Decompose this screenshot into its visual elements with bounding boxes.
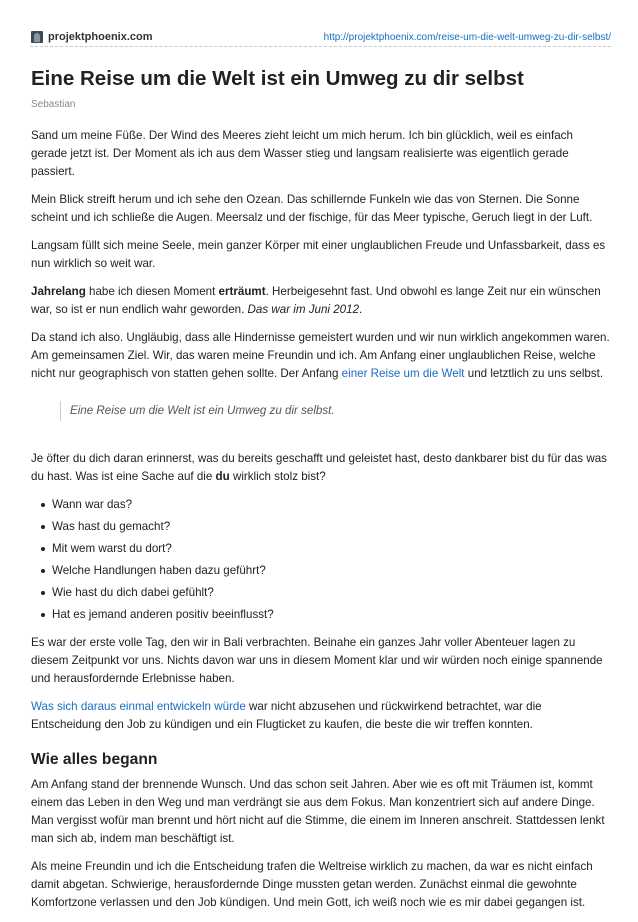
text-segment: . Herbeigesehnt fast. Und obwohl es lange Zeit nur ein wünschen war, so ist er nun endlich wahr geworden. xyxy=(31,285,601,316)
list-item: Mit wem warst du dort? xyxy=(52,540,611,558)
question-list xyxy=(31,496,611,624)
text-segment: . xyxy=(359,303,363,316)
paragraph-4 xyxy=(31,283,611,319)
header-divider xyxy=(30,46,611,47)
list-item: Welche Handlungen haben dazu geführt? xyxy=(52,562,611,580)
section-heading: Wie alles begann xyxy=(31,751,158,768)
paragraph-1: Sand um meine Füße. Der Wind des Meeres zieht leicht um mich herum. Ich bin glücklich, weil es einfach gerade jetzt ist. Der Moment als ich aus dem Wasser stieg und langsam realisierte was eigentlich gerade passiert. xyxy=(31,129,573,178)
reise-um-die-welt-link[interactable]: einer Reise um die Welt xyxy=(341,367,465,380)
site-brand[interactable] xyxy=(31,31,153,43)
text-segment: war nicht abzusehen und rückwirkend betrachtet, war die Entscheidung den Job zu kündigen und ein Flugticket zu kaufen, die beste die wir treffen konnten. xyxy=(31,700,542,731)
emphasis-du: du xyxy=(215,470,230,483)
article xyxy=(31,66,611,922)
text-segment: habe ich diesen Moment xyxy=(85,285,219,298)
paragraph-10: Als meine Freundin und ich die Entscheidung trafen die Weltreise wirklich zu machen, da war es nicht einfach damit abgetan. Schwierige, herausfordernde Dinge mussten getan werden. Zunächst einmal die gewohnte Komfortzone verlassen und den Job kündigen. Und mein Gott, ich weiß noch wie es mir dabei gegangen ist. xyxy=(31,860,593,909)
text-segment: wirklich stolz bist? xyxy=(229,470,326,483)
paragraph-5 xyxy=(31,329,611,383)
paragraph-9: Am Anfang stand der brennende Wunsch. Und das schon seit Jahren. Aber wie es oft mit Träumen ist, kommt einem das Leben in den Weg und man verdrängt sie aus dem Fokus. Man konzentriert sich auf andere Dinge. Man vergisst wofür man brennt und hört nicht auf die Stimme, die einem im Inneren anschreit. Stattdessen lenkt man sich ab, indem man beschäftigt ist. xyxy=(31,778,605,845)
paragraph-2: Mein Blick streift herum und ich sehe den Ozean. Das schillernde Funkeln wie das von Sternen. Die Sonne scheint und ich schließe die Augen. Meersalz und der fischige, für das Meer typische, Geruch liegt in der Luft. xyxy=(31,193,593,224)
paragraph-8 xyxy=(31,698,611,734)
paragraph-7: Es war der erste volle Tag, den wir in Bali verbrachten. Beinahe ein ganzes Jahr voller Abenteuer lagen zu diesem Zeitpunkt vor uns. Nichts davon war uns in diesem Moment klar und wir würden noch einige spannende und herausfordernde Erlebnisse haben. xyxy=(31,636,603,685)
entwicklung-link[interactable]: Was sich daraus einmal entwickeln würde xyxy=(31,700,246,713)
paragraph-6 xyxy=(31,450,611,486)
emphasis-ertraeumt: erträumt xyxy=(218,285,266,298)
list-item: Wann war das? xyxy=(52,496,611,514)
article-author: Sebastian xyxy=(31,99,76,110)
page-header xyxy=(31,29,611,45)
list-item: Wie hast du dich dabei gefühlt? xyxy=(52,584,611,602)
site-logo-icon xyxy=(31,31,43,43)
text-segment: und letztlich zu uns selbst. xyxy=(464,367,604,380)
article-title: Eine Reise um die Welt ist ein Umweg zu dir selbst xyxy=(31,67,524,90)
paragraph-3: Langsam füllt sich meine Seele, mein ganzer Körper mit einer unglaublichen Freude und Unfassbarkeit, dass es nun wirklich so weit war. xyxy=(31,239,606,270)
list-item: Hat es jemand anderen positiv beeinflusst? xyxy=(52,606,611,624)
text-segment: Da stand ich also. Ungläubig, dass alle Hindernisse gemeistert wurden und wir nun wirklich angekommen waren. Am gemeinsamen Ziel. Wir, das waren meine Freundin und ich. Am Anfang einer unglaublichen Reise, welche nicht nur geographisch von statten gehen sollte. Der Anfang xyxy=(31,331,610,380)
date-emphasis: Das war im Juni 2012 xyxy=(247,303,360,316)
site-name[interactable]: projektphoenix.com xyxy=(48,31,153,43)
text-segment: Je öfter du dich daran erinnerst, was du bereits geschafft und geleistet hast, desto dankbarer bist du für das was du hast. Was ist eine Sache auf die xyxy=(31,452,607,483)
emphasis-jahrelang: Jahrelang xyxy=(31,285,86,298)
page-url-link[interactable]: http://projektphoenix.com/reise-um-die-welt-umweg-zu-dir-selbst/ xyxy=(323,31,611,43)
list-item: Was hast du gemacht? xyxy=(52,518,611,536)
pull-quote: Eine Reise um die Welt ist ein Umweg zu dir selbst. xyxy=(60,401,611,421)
